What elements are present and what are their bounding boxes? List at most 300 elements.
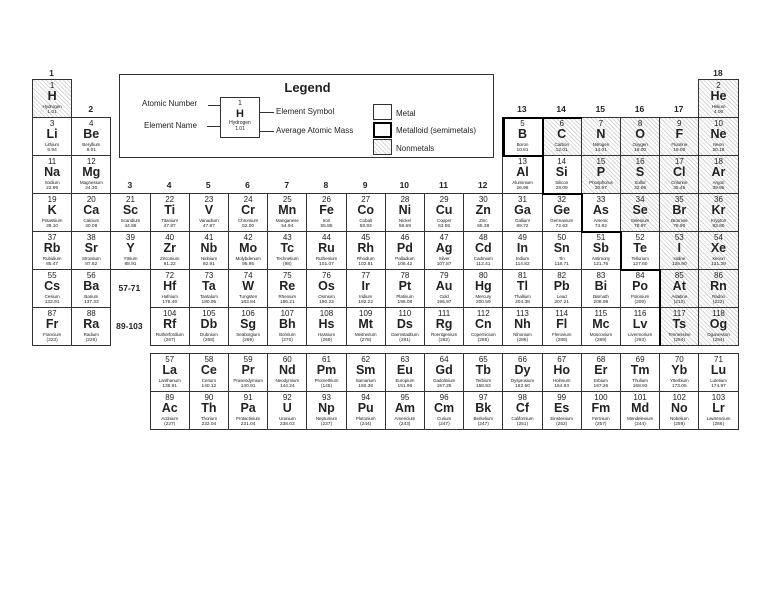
atomic-mass: (237) <box>320 422 333 427</box>
element-symbol: Er <box>594 363 608 377</box>
element-symbol: Rh <box>357 241 375 255</box>
element-cell-ne[interactable] <box>698 117 738 156</box>
atomic-number: 63 <box>400 355 410 364</box>
element-cell-nh[interactable] <box>502 307 542 346</box>
atomic-mass: 231.04 <box>240 422 256 427</box>
atomic-number: 112 <box>476 309 490 318</box>
element-cell-nd[interactable] <box>267 353 307 392</box>
atomic-number: 103 <box>711 393 726 402</box>
element-cell-tl[interactable] <box>502 269 542 308</box>
element-name: Arsenic <box>593 218 609 223</box>
element-cell-mc[interactable] <box>581 307 621 346</box>
element-name: Dubnium <box>200 332 218 337</box>
element-cell-v[interactable] <box>189 193 229 232</box>
element-name: Cesium <box>44 294 60 299</box>
element-cell-ni[interactable] <box>385 193 425 232</box>
atomic-mass: 112.41 <box>476 262 491 267</box>
element-name: Actinium <box>161 416 179 421</box>
element-cell-ra[interactable] <box>71 307 111 346</box>
atomic-mass: (247) <box>477 422 489 427</box>
element-cell-ts[interactable] <box>659 307 699 346</box>
element-cell-cd[interactable] <box>463 231 503 270</box>
element-cell-w[interactable] <box>228 269 268 308</box>
atomic-number: 93 <box>322 393 331 402</box>
element-name: Francium <box>42 332 62 337</box>
element-cell-hg[interactable] <box>463 269 503 308</box>
element-cell-fl[interactable] <box>542 307 582 346</box>
element-name: Fermium <box>592 416 610 421</box>
element-cell-lu[interactable] <box>698 353 738 392</box>
element-cell-pm[interactable] <box>306 353 346 392</box>
metal-nonmetal-divider-10 <box>659 269 661 346</box>
atomic-number: 104 <box>163 309 177 318</box>
element-symbol: La <box>162 363 177 377</box>
element-name: Praseodymium <box>233 378 263 383</box>
element-cell-fm[interactable] <box>581 391 621 430</box>
atomic-number: 34 <box>635 195 645 204</box>
atomic-mass: 19.00 <box>673 148 686 153</box>
atomic-number: 76 <box>322 271 331 280</box>
element-cell-ge[interactable] <box>542 193 582 232</box>
element-cell-i[interactable] <box>659 231 699 270</box>
atomic-mass: (266) <box>712 422 725 427</box>
atomic-number: 96 <box>439 393 449 402</box>
element-symbol: U <box>282 401 292 415</box>
element-name: Strontium <box>81 256 101 261</box>
element-cell-cf[interactable] <box>502 391 542 430</box>
atomic-number: 20 <box>86 195 96 204</box>
atomic-number: 89 <box>165 393 175 402</box>
element-cell-pd[interactable] <box>385 231 425 270</box>
atomic-mass: (227) <box>164 422 176 427</box>
element-symbol: Cd <box>474 241 492 255</box>
element-cell-co[interactable] <box>346 193 386 232</box>
element-name: Polonium <box>630 294 650 299</box>
element-cell-in[interactable] <box>502 231 542 270</box>
element-cell-th[interactable] <box>189 391 229 430</box>
element-cell-sr[interactable] <box>71 231 111 270</box>
element-cell-ga[interactable] <box>502 193 542 232</box>
metal-nonmetal-divider-5 <box>542 193 582 195</box>
element-name: Gold <box>439 294 449 299</box>
atomic-number: 113 <box>516 309 529 318</box>
element-cell-hs[interactable] <box>306 307 346 346</box>
element-cell-ds[interactable] <box>385 307 425 346</box>
element-cell-cm[interactable] <box>424 391 464 430</box>
element-cell-rh[interactable] <box>346 231 386 270</box>
element-name: Osmium <box>318 294 335 299</box>
element-cell-er[interactable] <box>581 353 621 392</box>
atomic-mass: 137.33 <box>83 300 99 305</box>
atomic-mass: (289) <box>595 338 607 343</box>
element-cell-ca[interactable] <box>71 193 111 232</box>
element-cell-n[interactable] <box>581 117 621 156</box>
group-header-4: 4 <box>166 180 172 190</box>
group-header-18: 18 <box>713 68 723 78</box>
element-cell-es[interactable] <box>542 391 582 430</box>
atomic-number: 4 <box>89 119 94 128</box>
element-cell-ta[interactable] <box>189 269 229 308</box>
element-symbol: Rn <box>710 279 727 293</box>
element-cell-tb[interactable] <box>463 353 503 392</box>
element-cell-p[interactable] <box>581 155 621 194</box>
atomic-mass: 126.90 <box>671 262 687 267</box>
atomic-number: 49 <box>518 233 527 242</box>
atomic-number: 17 <box>674 157 684 166</box>
element-cell-nb[interactable] <box>189 231 229 270</box>
element-cell-au[interactable] <box>424 269 464 308</box>
element-name: Zirconium <box>160 256 180 261</box>
element-cell-cr[interactable] <box>228 193 268 232</box>
atomic-number: 33 <box>596 195 606 204</box>
atomic-number: 91 <box>243 393 253 402</box>
group-header-1: 1 <box>49 68 54 78</box>
element-cell-h[interactable] <box>32 79 72 118</box>
atomic-mass: 131.29 <box>711 262 726 267</box>
atomic-number-pointer <box>208 105 220 106</box>
element-cell-br[interactable] <box>659 193 699 232</box>
element-symbol: Ta <box>202 279 216 293</box>
element-cell-po[interactable] <box>620 269 660 308</box>
element-symbol: Rf <box>163 317 177 331</box>
element-cell-rg[interactable] <box>424 307 464 346</box>
element-cell-ru[interactable] <box>306 231 346 270</box>
nonmetal-label: Nonmetals <box>396 144 435 153</box>
atomic-number: 7 <box>598 119 604 128</box>
atomic-number: 57 <box>165 355 175 364</box>
atomic-number: 74 <box>243 271 253 280</box>
metal-nonmetal-divider-4 <box>542 155 544 194</box>
element-cell-lv[interactable] <box>620 307 660 346</box>
element-cell-c[interactable] <box>542 117 582 156</box>
element-cell-xe[interactable] <box>698 231 738 270</box>
element-cell-ac[interactable] <box>150 391 190 430</box>
element-cell-np[interactable] <box>306 391 346 430</box>
element-cell-sn[interactable] <box>542 231 582 270</box>
element-symbol: Np <box>318 401 335 415</box>
element-symbol: Ar <box>711 165 726 179</box>
element-name: Livermorium <box>628 332 653 337</box>
atomic-mass: 190.23 <box>319 300 334 305</box>
element-cell-ag[interactable] <box>424 231 464 270</box>
element-cell-pr[interactable] <box>228 353 268 392</box>
element-cell-tc[interactable] <box>267 231 307 270</box>
element-cell-tm[interactable] <box>620 353 660 392</box>
atomic-number: 60 <box>282 355 292 364</box>
group-header-15: 15 <box>595 104 606 114</box>
atomic-mass: (252) <box>556 422 568 427</box>
element-symbol: Ga <box>514 203 531 217</box>
atomic-number: 5 <box>520 119 525 128</box>
element-symbol: Tl <box>516 279 529 293</box>
element-name: Darmstadtium <box>391 332 419 337</box>
element-cell-am[interactable] <box>385 391 425 430</box>
element-cell-og[interactable] <box>698 307 738 346</box>
atomic-mass: 150.36 <box>358 384 374 389</box>
element-cell-ir[interactable] <box>346 269 386 308</box>
atomic-number: 69 <box>635 355 645 364</box>
atomic-number: 12 <box>86 157 96 166</box>
element-cell-ho[interactable] <box>542 353 582 392</box>
atomic-mass: 30.97 <box>594 186 607 191</box>
element-cell-pb[interactable] <box>542 269 582 308</box>
element-cell-bi[interactable] <box>581 269 621 308</box>
element-cell-zn[interactable] <box>463 193 503 232</box>
atomic-number: 87 <box>47 309 57 318</box>
atomic-mass: (244) <box>360 422 372 427</box>
group-header-5: 5 <box>205 180 211 190</box>
element-name: Terbium <box>475 378 492 383</box>
atomic-mass: 54.94 <box>281 224 294 229</box>
element-cell-gd[interactable] <box>424 353 464 392</box>
atomic-mass: 162.50 <box>515 384 530 389</box>
element-cell-sc[interactable] <box>110 193 150 232</box>
element-symbol: C <box>557 127 567 141</box>
atomic-mass: 238.03 <box>279 422 295 427</box>
element-cell-be[interactable] <box>71 117 111 156</box>
element-cell-bh[interactable] <box>267 307 307 346</box>
element-cell-k[interactable] <box>32 193 72 232</box>
atomic-number: 11 <box>47 157 57 166</box>
element-name: Platinum <box>396 294 414 299</box>
element-cell-re[interactable] <box>267 269 307 308</box>
element-cell-fr[interactable] <box>32 307 72 346</box>
atomic-number: 40 <box>165 233 175 242</box>
element-name: Bromine <box>671 218 688 223</box>
element-cell-at[interactable] <box>659 269 699 308</box>
element-symbol: Sb <box>592 241 609 255</box>
element-cell-os[interactable] <box>306 269 346 308</box>
element-name: Rutherfordium <box>155 332 184 337</box>
element-cell-db[interactable] <box>189 307 229 346</box>
element-cell-mt[interactable] <box>346 307 386 346</box>
element-symbol: Og <box>709 317 728 331</box>
element-cell-mg[interactable] <box>71 155 111 194</box>
metal-nonmetal-divider-6 <box>581 193 583 232</box>
element-name: Sodium <box>44 180 60 185</box>
atomic-mass: 16.00 <box>634 148 647 153</box>
element-cell-f[interactable] <box>659 117 699 156</box>
atomic-number: 62 <box>361 355 371 364</box>
element-symbol: Sg <box>240 317 257 331</box>
element-cell-sb[interactable] <box>581 231 621 270</box>
atomic-number: 38 <box>86 233 96 242</box>
atomic-mass: (278) <box>360 338 372 343</box>
atomic-mass: 52.00 <box>242 224 255 229</box>
element-cell-yb[interactable] <box>659 353 699 392</box>
atomic-mass: 168.93 <box>632 384 648 389</box>
group-header-17: 17 <box>673 104 684 114</box>
element-symbol: Hs <box>318 317 335 331</box>
element-cell-se[interactable] <box>620 193 660 232</box>
atomic-number: 51 <box>596 233 606 242</box>
element-cell-eu[interactable] <box>385 353 425 392</box>
atomic-number: 114 <box>555 309 569 318</box>
element-name: Tennessine <box>668 332 691 337</box>
element-cell-mn[interactable] <box>267 193 307 232</box>
element-symbol: P <box>596 165 606 179</box>
element-symbol: Sc <box>122 203 139 217</box>
element-name: Hafnium <box>161 294 178 299</box>
element-cell-he[interactable] <box>698 79 738 118</box>
element-cell-li[interactable] <box>32 117 72 156</box>
element-cell-sm[interactable] <box>346 353 386 392</box>
element-symbol: Mn <box>278 203 297 217</box>
element-cell-cs[interactable] <box>32 269 72 308</box>
element-symbol: Se <box>632 203 648 217</box>
element-name: Seaborgium <box>236 332 260 337</box>
element-symbol: Re <box>279 279 296 293</box>
element-name: Dysprosium <box>510 378 535 383</box>
element-cell-b[interactable] <box>502 117 542 156</box>
element-symbol: Si <box>555 165 568 179</box>
element-symbol: Fe <box>319 203 334 217</box>
element-cell-mo[interactable] <box>228 231 268 270</box>
atomic-mass: (247) <box>438 422 450 427</box>
element-cell-bk[interactable] <box>463 391 503 430</box>
element-cell-pa[interactable] <box>228 391 268 430</box>
element-symbol: Sm <box>355 363 376 377</box>
element-symbol-label: Element Symbol <box>276 107 335 116</box>
element-cell-ar[interactable] <box>698 155 738 194</box>
group-header-3: 3 <box>127 180 133 190</box>
atomic-mass: 10.81 <box>516 148 529 153</box>
element-cell-as[interactable] <box>581 193 621 232</box>
atomic-mass: 173.05 <box>671 384 687 389</box>
element-cell-pu[interactable] <box>346 391 386 430</box>
atomic-mass: (281) <box>399 338 411 343</box>
element-name: Chromium <box>237 218 259 223</box>
element-cell-rb[interactable] <box>32 231 72 270</box>
element-cell-lr[interactable] <box>698 391 738 430</box>
element-cell-u[interactable] <box>267 391 307 430</box>
element-cell-dy[interactable] <box>502 353 542 392</box>
atomic-number: 22 <box>165 195 175 204</box>
atomic-mass: 144.24 <box>279 384 295 389</box>
element-name: Holmium <box>552 378 571 383</box>
atomic-mass: 200.59 <box>475 300 491 305</box>
element-name: Cerium <box>201 378 216 383</box>
element-symbol: No <box>670 401 688 415</box>
element-name: Argon <box>712 180 725 185</box>
element-cell-cu[interactable] <box>424 193 464 232</box>
element-symbol: Ho <box>553 363 571 377</box>
element-cell-rf[interactable] <box>150 307 190 346</box>
group-header-7: 7 <box>284 180 290 190</box>
atomic-number: 85 <box>674 271 684 280</box>
element-cell-s[interactable] <box>620 155 660 194</box>
group-header-11: 11 <box>439 180 448 190</box>
atomic-mass: 107.87 <box>436 262 452 267</box>
element-name: Tantalum <box>199 294 218 299</box>
element-symbol: Bh <box>278 317 296 331</box>
atomic-number: 14 <box>557 157 567 166</box>
atomic-number: 83 <box>596 271 606 280</box>
element-symbol: Am <box>394 401 415 415</box>
atomic-number: 23 <box>204 195 214 204</box>
atomic-number: 37 <box>47 233 57 242</box>
element-name: Helium <box>711 104 726 109</box>
element-cell-y[interactable] <box>110 231 150 270</box>
group-header-8: 8 <box>323 180 329 190</box>
element-name-label: Element Name <box>144 121 197 130</box>
element-cell-ti[interactable] <box>150 193 190 232</box>
atomic-mass: 204.38 <box>515 300 530 305</box>
element-cell-na[interactable] <box>32 155 72 194</box>
element-cell-o[interactable] <box>620 117 660 156</box>
atomic-number: 92 <box>282 393 292 402</box>
atomic-mass: 1.01 <box>47 110 57 115</box>
element-name: Nitrogen <box>592 142 610 147</box>
atomic-mass: 114.82 <box>515 262 530 267</box>
group-header-10: 10 <box>399 180 410 190</box>
atomic-mass: 58.69 <box>398 224 411 229</box>
element-cell-te[interactable] <box>620 231 660 270</box>
element-symbol: Na <box>44 165 61 179</box>
atomic-number-label: Atomic Number <box>142 99 198 108</box>
legend-example-mass: 1.01 <box>235 126 245 132</box>
element-cell-no[interactable] <box>659 391 699 430</box>
element-symbol: Xe <box>710 241 727 255</box>
element-cell-fe[interactable] <box>306 193 346 232</box>
element-name: Sulfur <box>634 180 646 185</box>
element-cell-md[interactable] <box>620 391 660 430</box>
element-symbol: Mg <box>82 165 101 179</box>
element-symbol: Pu <box>357 401 374 415</box>
element-cell-si[interactable] <box>542 155 582 194</box>
element-symbol: Es <box>554 401 570 415</box>
atomic-mass: 91.22 <box>163 262 176 267</box>
atomic-mass: 83.80 <box>712 224 725 229</box>
element-name: Yttrium <box>123 256 138 261</box>
element-cell-zr[interactable] <box>150 231 190 270</box>
element-symbol: Tm <box>630 363 650 377</box>
element-symbol: Cr <box>241 203 256 217</box>
atomic-mass: 88.91 <box>124 262 137 267</box>
element-symbol: Ag <box>435 241 453 255</box>
element-cell-sg[interactable] <box>228 307 268 346</box>
element-cell-rn[interactable] <box>698 269 738 308</box>
atomic-number: 86 <box>714 271 723 280</box>
element-name: Boron <box>516 142 529 147</box>
element-cell-cl[interactable] <box>659 155 699 194</box>
element-cell-ba[interactable] <box>71 269 111 308</box>
nonmetal-swatch <box>373 139 392 155</box>
atomic-number: 73 <box>204 271 214 280</box>
element-name: Nobelium <box>669 416 689 421</box>
element-cell-pt[interactable] <box>385 269 425 308</box>
element-cell-ce[interactable] <box>189 353 229 392</box>
element-name: Radon <box>711 294 725 299</box>
element-name: Ruthenium <box>315 256 338 261</box>
element-cell-cn[interactable] <box>463 307 503 346</box>
atomic-number: 45 <box>361 233 371 242</box>
atomic-number: 65 <box>478 355 488 364</box>
element-cell-kr[interactable] <box>698 193 738 232</box>
atomic-number: 61 <box>322 355 331 364</box>
element-name: Molybdenum <box>235 256 261 261</box>
element-name: Radium <box>83 332 99 337</box>
element-symbol: Zr <box>163 241 176 255</box>
element-cell-hf[interactable] <box>150 269 190 308</box>
element-cell-al[interactable] <box>502 155 542 194</box>
atomic-number: 105 <box>202 309 216 318</box>
element-cell-la[interactable] <box>150 353 190 392</box>
element-symbol: At <box>672 279 686 293</box>
atomic-mass: 78.97 <box>634 224 647 229</box>
atomic-mass-label: Average Atomic Mass <box>276 126 354 135</box>
atomic-number: 66 <box>518 355 527 364</box>
